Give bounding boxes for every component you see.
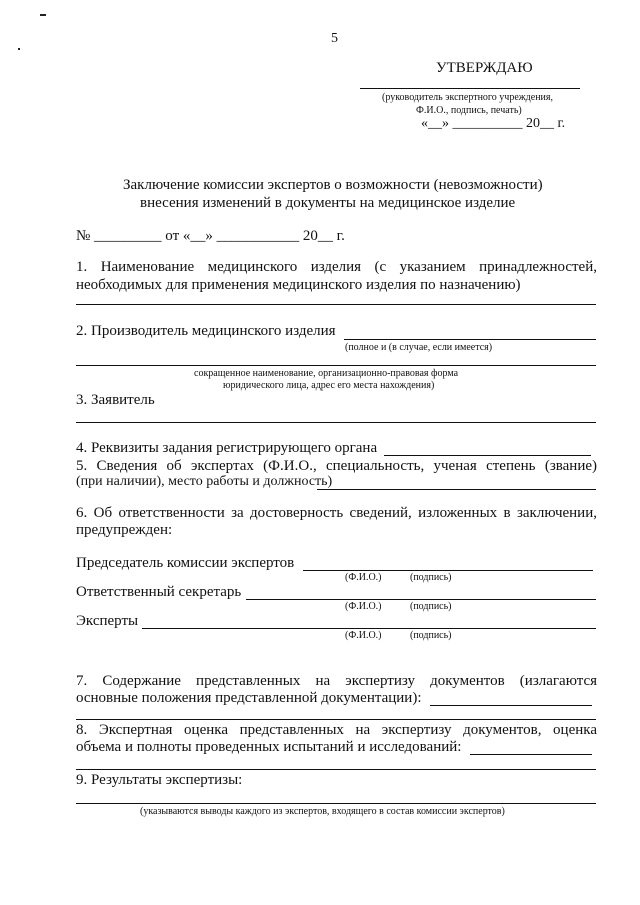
conclusion-number-line: № _________ от «__» ___________ 20__ г.	[76, 228, 345, 244]
section-8-fill-line-2	[76, 769, 596, 770]
approval-signature-line	[360, 88, 580, 89]
document-title: Заключение комиссии экспертов о возможности (невозможности)	[123, 177, 543, 193]
section-1-text: 1. Наименование медицинского изделия (с указанием принадлежностей,	[76, 259, 597, 275]
chair-fill-line	[303, 570, 593, 571]
section-7-text: основные положения представленной документации):	[76, 690, 422, 706]
section-2-fill-line-2	[76, 365, 596, 366]
approval-role-hint: (руководитель экспертного учреждения,	[382, 92, 553, 103]
section-1-text: необходимых для применения медицинского изделия по назначению)	[76, 277, 521, 293]
secretary-label: Ответственный секретарь	[76, 584, 242, 600]
section-8-text: 8. Экспертная оценка представленных на экспертизу документов, оценка	[76, 722, 597, 738]
page-number: 5	[331, 31, 338, 46]
signature-hint: (подпись)	[410, 601, 452, 612]
section-9-label: 9. Результаты экспертизы:	[76, 772, 243, 788]
section-8-fill-line	[470, 754, 592, 755]
approval-title: УТВЕРЖДАЮ	[436, 60, 533, 76]
signature-hint: (подпись)	[410, 572, 452, 583]
fio-hint: (Ф.И.О.)	[345, 572, 382, 583]
section-4-fill-line	[384, 455, 591, 456]
section-3-fill-line	[76, 422, 596, 423]
experts-fill-line	[142, 628, 596, 629]
signature-hint: (подпись)	[410, 630, 452, 641]
section-7-text: 7. Содержание представленных на экспертизу документов (излагаются	[76, 673, 597, 689]
section-5-text: (при наличии), место работы и должность)	[76, 474, 333, 489]
section-2-hint: сокращенное наименование, организационно-правовая форма	[194, 368, 459, 379]
section-4-label: 4. Реквизиты задания регистрирующего органа	[76, 440, 378, 456]
section-7-fill-line	[430, 705, 592, 706]
experts-label: Эксперты	[76, 613, 139, 629]
section-2-hint: (полное и (в случае, если имеется)	[345, 342, 493, 353]
section-7-fill-line-2	[76, 719, 596, 720]
section-2-label: 2. Производитель медицинского изделия	[76, 323, 336, 339]
section-6-text: 6. Об ответственности за достоверность сведений, изложенных в заключении,	[76, 505, 597, 521]
section-2-fill-line	[344, 339, 596, 340]
approval-date-line: «__» __________ 20__ г.	[421, 116, 566, 131]
section-9-hint: (указываются выводы каждого из экспертов, входящего в состав комиссии экспертов)	[140, 806, 505, 817]
section-3-label: 3. Заявитель	[76, 392, 155, 408]
section-2-hint: юридического лица, адрес его места нахождения)	[223, 380, 435, 391]
chair-label: Председатель комиссии экспертов	[76, 555, 295, 571]
section-8-text: объема и полноты проведенных испытаний и исследований:	[76, 739, 462, 755]
scan-speck	[18, 48, 20, 50]
fio-hint: (Ф.И.О.)	[345, 630, 382, 641]
approval-role-hint: Ф.И.О., подпись, печать)	[416, 105, 522, 116]
section-9-fill-line	[76, 803, 596, 804]
document-title: внесения изменений в документы на медицинское изделие	[140, 195, 516, 211]
section-1-fill-line	[76, 304, 596, 305]
section-5-text: 5. Сведения об экспертах (Ф.И.О., специальность, ученая степень (звание)	[76, 458, 597, 474]
fio-hint: (Ф.И.О.)	[345, 601, 382, 612]
section-5-fill-line	[317, 489, 596, 490]
section-6-text: предупрежден:	[76, 522, 173, 538]
secretary-fill-line	[246, 599, 596, 600]
scan-speck	[40, 14, 46, 16]
